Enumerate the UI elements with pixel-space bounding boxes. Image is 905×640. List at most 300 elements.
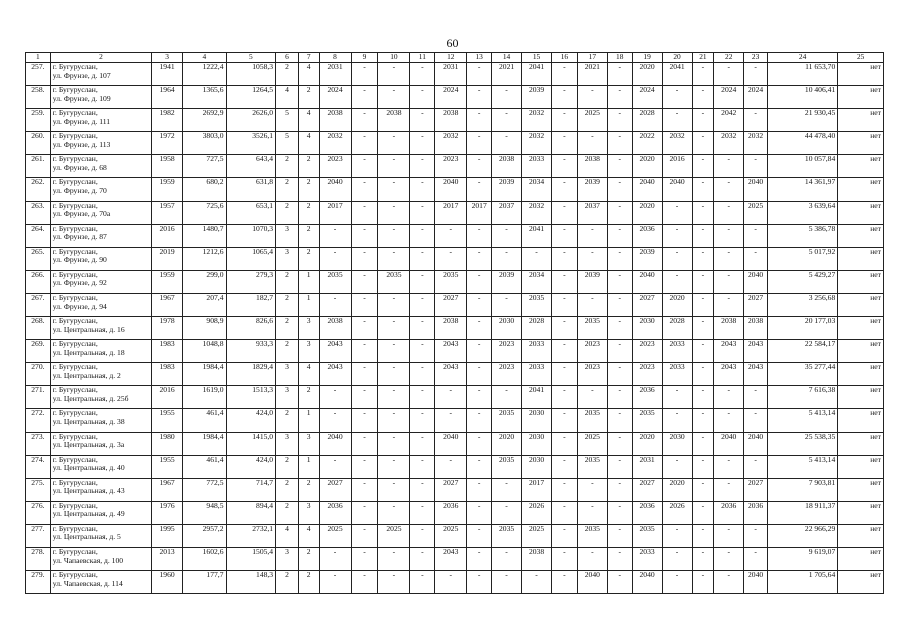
address-cell [50,109,151,132]
data-cell: - [714,524,744,547]
data-cell: - [607,86,632,109]
data-cell: - [552,363,578,386]
data-cell: - [714,155,744,178]
table-row [26,270,884,293]
data-cell: 2626,0 [226,109,276,132]
data-cell: 2957,2 [183,524,226,547]
address-cell [50,478,151,501]
address-cell [50,201,151,224]
data-cell: 2025 [744,201,768,224]
data-cell: - [714,270,744,293]
data-cell: 2040 [744,571,768,594]
data-cell: 9 619,07 [767,547,837,570]
data-cell: - [467,63,492,86]
data-cell: - [492,293,522,316]
data-cell: 2036 [714,501,744,524]
data-cell: 5 386,78 [767,224,837,247]
data-cell: 299,0 [183,270,226,293]
address-city: г. Бугуруслан, [52,201,98,210]
data-cell: 7 903,81 [767,478,837,501]
data-cell: 908,9 [183,317,226,340]
column-header: 14 [492,53,522,63]
data-cell: нет [838,340,884,363]
data-cell: - [662,386,692,409]
data-cell: - [410,317,435,340]
data-cell: - [378,386,410,409]
data-cell: 2043 [435,340,467,363]
table-row [26,524,884,547]
data-cell: - [607,247,632,270]
data-cell: - [607,501,632,524]
data-cell: 2 [298,386,319,409]
address-cell [50,293,151,316]
data-cell: 2041 [522,63,552,86]
data-cell: 3 [276,224,299,247]
data-cell: - [607,571,632,594]
data-cell: нет [838,293,884,316]
data-cell: 11 653,70 [767,63,837,86]
data-cell: 2040 [744,432,768,455]
data-cell: 2035 [577,409,607,432]
address-cell [50,63,151,86]
column-header: 10 [378,53,410,63]
data-cell: 1415,0 [226,432,276,455]
header-row [26,53,884,63]
data-cell: - [319,386,351,409]
table-row [26,547,884,570]
data-cell: 2023 [492,363,522,386]
data-cell: - [522,247,552,270]
housing-register-table [25,52,884,594]
address-city: г. Бугуруслан, [52,177,98,187]
row-number: 278. [26,547,51,570]
data-cell: - [410,109,435,132]
data-cell: - [577,224,607,247]
data-cell: 2038 [577,155,607,178]
data-cell: - [467,155,492,178]
data-cell: - [378,409,410,432]
data-cell: - [351,340,378,363]
data-cell: - [607,132,632,155]
data-cell: 653,1 [226,201,276,224]
address-street: ул. Центральная, д. 25б [52,393,129,403]
address-cell [50,524,151,547]
data-cell: - [410,409,435,432]
data-cell: - [692,409,714,432]
data-cell: - [378,363,410,386]
data-cell: нет [838,386,884,409]
data-cell: - [351,293,378,316]
data-cell: - [607,224,632,247]
address-city: г. Бугуруслан, [52,408,98,418]
data-cell: - [378,340,410,363]
data-cell: 2 [276,478,299,501]
data-cell: - [410,571,435,594]
column-header: 5 [226,53,276,63]
data-cell: 2038 [435,317,467,340]
data-cell: - [467,571,492,594]
data-cell: 1964 [152,86,183,109]
data-cell: - [662,224,692,247]
data-cell: - [378,571,410,594]
address-city: г. Бугуруслан, [52,62,98,71]
row-number: 274. [26,455,51,478]
data-cell: нет [838,86,884,109]
data-cell: - [692,293,714,316]
data-cell: - [744,63,768,86]
data-cell: - [467,455,492,478]
address-city: г. Бугуруслан, [52,501,98,510]
data-cell: 2032 [319,132,351,155]
data-cell: нет [838,547,884,570]
row-number: 268. [26,317,51,340]
data-cell: нет [838,63,884,86]
data-cell: 2027 [744,478,768,501]
data-cell: 714,7 [226,478,276,501]
data-cell: - [492,247,522,270]
data-cell: - [692,455,714,478]
data-cell: 2020 [632,432,662,455]
data-cell: 2692,9 [183,109,226,132]
data-cell: - [410,293,435,316]
address-cell [50,340,151,363]
data-cell: 2 [276,201,299,224]
data-cell: - [378,132,410,155]
data-cell: 2023 [492,340,522,363]
data-cell: - [319,247,351,270]
address-cell [50,432,151,455]
data-cell: 2025 [577,109,607,132]
data-cell: - [467,109,492,132]
data-cell: - [410,501,435,524]
address-cell [50,363,151,386]
data-cell: - [744,155,768,178]
data-cell: - [744,247,768,270]
data-cell: 2028 [632,109,662,132]
data-cell: нет [838,524,884,547]
column-header: 25 [838,53,884,63]
address-cell [50,86,151,109]
row-number: 261. [26,155,51,178]
data-cell: 2033 [662,340,692,363]
data-cell: 5 017,92 [767,247,837,270]
data-cell: нет [838,109,884,132]
column-header: 12 [435,53,467,63]
data-cell: - [607,409,632,432]
data-cell: 2016 [152,224,183,247]
address-cell [50,270,151,293]
data-cell: - [607,178,632,201]
data-cell: 1955 [152,455,183,478]
row-number: 267. [26,293,51,316]
data-cell: - [714,63,744,86]
data-cell: 2040 [632,270,662,293]
data-cell: 1070,3 [226,224,276,247]
address-cell [50,247,151,270]
data-cell: - [319,409,351,432]
data-cell: 2 [298,155,319,178]
data-cell: - [319,293,351,316]
row-number: 257. [26,63,51,86]
data-cell: - [714,386,744,409]
data-cell: - [467,386,492,409]
data-cell: 1959 [152,270,183,293]
data-cell: - [662,409,692,432]
data-cell: 424,0 [226,455,276,478]
data-cell: - [410,340,435,363]
data-cell: - [351,270,378,293]
data-cell: 4 [276,86,299,109]
data-cell: 148,3 [226,571,276,594]
data-cell: 2 [298,224,319,247]
data-cell: 2040 [319,178,351,201]
row-number: 276. [26,501,51,524]
data-cell: 22 966,29 [767,524,837,547]
address-city: г. Бугуруслан, [52,293,98,302]
data-cell: 2021 [492,63,522,86]
column-header: 20 [662,53,692,63]
table-row [26,571,884,594]
address-city: г. Бугуруслан, [52,224,98,233]
data-cell: - [492,109,522,132]
address-city: г. Бугуруслан, [52,455,98,464]
data-cell: 2039 [577,270,607,293]
data-cell: 680,2 [183,178,226,201]
data-cell: 1602,6 [183,547,226,570]
address-city: г. Бугуруслан, [52,385,98,395]
data-cell: - [607,432,632,455]
data-cell: - [351,501,378,524]
data-cell: - [410,432,435,455]
data-cell: 2032 [744,132,768,155]
data-cell: 2040 [632,571,662,594]
data-cell: 2 [276,178,299,201]
column-header: 15 [522,53,552,63]
data-cell: - [351,63,378,86]
column-header: 22 [714,53,744,63]
data-cell: 2035 [632,524,662,547]
data-cell: 2036 [435,501,467,524]
data-cell: 2 [298,547,319,570]
data-cell: - [319,571,351,594]
column-header: 16 [552,53,578,63]
data-cell: - [552,270,578,293]
address-city: г. Бугуруслан, [52,478,98,487]
data-cell: 2040 [319,432,351,455]
data-cell: 2040 [435,178,467,201]
address-street: ул. Центральная, д. 16 [52,324,125,334]
data-cell: - [692,63,714,86]
data-cell: - [351,363,378,386]
row-number: 260. [26,132,51,155]
data-cell: - [577,86,607,109]
data-cell: 461,4 [183,409,226,432]
column-header: 18 [607,53,632,63]
data-cell: 7 616,38 [767,386,837,409]
table-row [26,409,884,432]
data-cell: - [552,201,578,224]
column-header: 19 [632,53,662,63]
data-cell: - [378,178,410,201]
row-number: 271. [26,386,51,409]
data-cell: - [351,547,378,570]
data-cell: - [378,501,410,524]
row-number: 269. [26,340,51,363]
address-street: ул. Чапаевская, д. 100 [52,555,124,565]
table-row [26,63,884,86]
data-cell: 279,3 [226,270,276,293]
column-header: 2 [50,53,151,63]
address-street: ул. Фрунзе, д. 111 [52,116,111,126]
data-cell: - [435,224,467,247]
column-header: 1 [26,53,51,63]
column-header: 8 [319,53,351,63]
table-row [26,293,884,316]
data-cell: нет [838,432,884,455]
column-header: 21 [692,53,714,63]
data-cell: 2035 [632,409,662,432]
data-cell: - [552,109,578,132]
data-cell: 2022 [632,132,662,155]
data-cell: 1829,4 [226,363,276,386]
data-cell: - [522,571,552,594]
data-cell: - [552,571,578,594]
table-row [26,455,884,478]
data-cell: 2025 [319,524,351,547]
data-cell: - [492,386,522,409]
data-cell: 2040 [744,178,768,201]
address-street: ул. Центральная, д. 43 [52,486,125,496]
data-cell: - [662,571,692,594]
data-cell: - [467,478,492,501]
data-cell: 3 [276,547,299,570]
data-cell: 2026 [522,501,552,524]
data-cell: - [435,247,467,270]
data-cell: - [410,132,435,155]
data-cell: 2036 [744,501,768,524]
data-cell: - [692,432,714,455]
data-cell: - [492,571,522,594]
data-cell: - [319,455,351,478]
data-cell: - [692,340,714,363]
data-cell: 2033 [522,155,552,178]
address-street: ул. Центральная, д. 5 [52,532,121,542]
data-cell: - [662,86,692,109]
data-cell: 1982 [152,109,183,132]
row-number: 263. [26,201,51,224]
data-cell: - [552,224,578,247]
data-cell: - [662,201,692,224]
data-cell: - [692,109,714,132]
data-cell: 1 705,64 [767,571,837,594]
data-cell: 1984,4 [183,432,226,455]
address-city: г. Бугуруслан, [52,339,98,349]
row-number: 264. [26,224,51,247]
data-cell: 424,0 [226,409,276,432]
data-cell: 2020 [632,201,662,224]
data-cell: - [552,455,578,478]
data-cell: - [607,317,632,340]
data-cell: - [492,478,522,501]
data-cell: 2027 [744,293,768,316]
address-street: ул. Фрунзе, д. 90 [52,255,107,265]
data-cell: - [662,109,692,132]
address-city: г. Бугуруслан, [52,547,98,556]
data-cell: - [607,109,632,132]
data-cell: 1983 [152,363,183,386]
data-cell: - [378,224,410,247]
data-cell: 18 911,37 [767,501,837,524]
data-cell: 1941 [152,63,183,86]
data-cell: 2024 [632,86,662,109]
data-cell: 2 [276,270,299,293]
data-cell: 3803,0 [183,132,226,155]
data-cell: - [410,63,435,86]
data-cell: 2025 [378,524,410,547]
data-cell: - [351,524,378,547]
data-cell: 1978 [152,317,183,340]
table-row [26,86,884,109]
data-cell: - [492,86,522,109]
data-cell: 2 [298,478,319,501]
data-cell: - [467,86,492,109]
data-cell: 4 [298,109,319,132]
data-cell: - [714,247,744,270]
data-cell: 2023 [577,363,607,386]
address-street: ул. Фрунзе, д. 87 [52,232,107,242]
data-cell: нет [838,478,884,501]
data-cell: - [351,571,378,594]
data-cell: 2043 [714,340,744,363]
data-cell: - [467,524,492,547]
data-cell: 2040 [744,270,768,293]
address-city: г. Бугуруслан, [52,316,98,326]
row-number: 273. [26,432,51,455]
table-row [26,363,884,386]
row-number: 272. [26,409,51,432]
data-cell: - [552,86,578,109]
table-row [26,432,884,455]
data-cell: 1048,8 [183,340,226,363]
data-cell: - [552,478,578,501]
data-cell: 2035 [522,293,552,316]
data-cell: 2023 [319,155,351,178]
data-cell: - [378,247,410,270]
data-cell: 2020 [632,155,662,178]
data-cell: 2 [276,317,299,340]
data-cell: нет [838,455,884,478]
data-cell: 2030 [522,432,552,455]
data-cell: 2024 [744,86,768,109]
data-cell: 2023 [577,340,607,363]
data-cell: нет [838,409,884,432]
column-header: 7 [298,53,319,63]
data-cell: 1513,3 [226,386,276,409]
address-cell [50,455,151,478]
data-cell: 3 [276,386,299,409]
data-cell: - [607,524,632,547]
data-cell: 4 [276,524,299,547]
data-cell: 2035 [378,270,410,293]
table-row [26,201,884,224]
data-cell: - [410,455,435,478]
data-cell: 2041 [662,63,692,86]
data-cell: 2023 [435,155,467,178]
data-cell: - [714,478,744,501]
data-cell: 2016 [662,155,692,178]
data-cell: 2027 [435,293,467,316]
data-cell: 2043 [435,547,467,570]
